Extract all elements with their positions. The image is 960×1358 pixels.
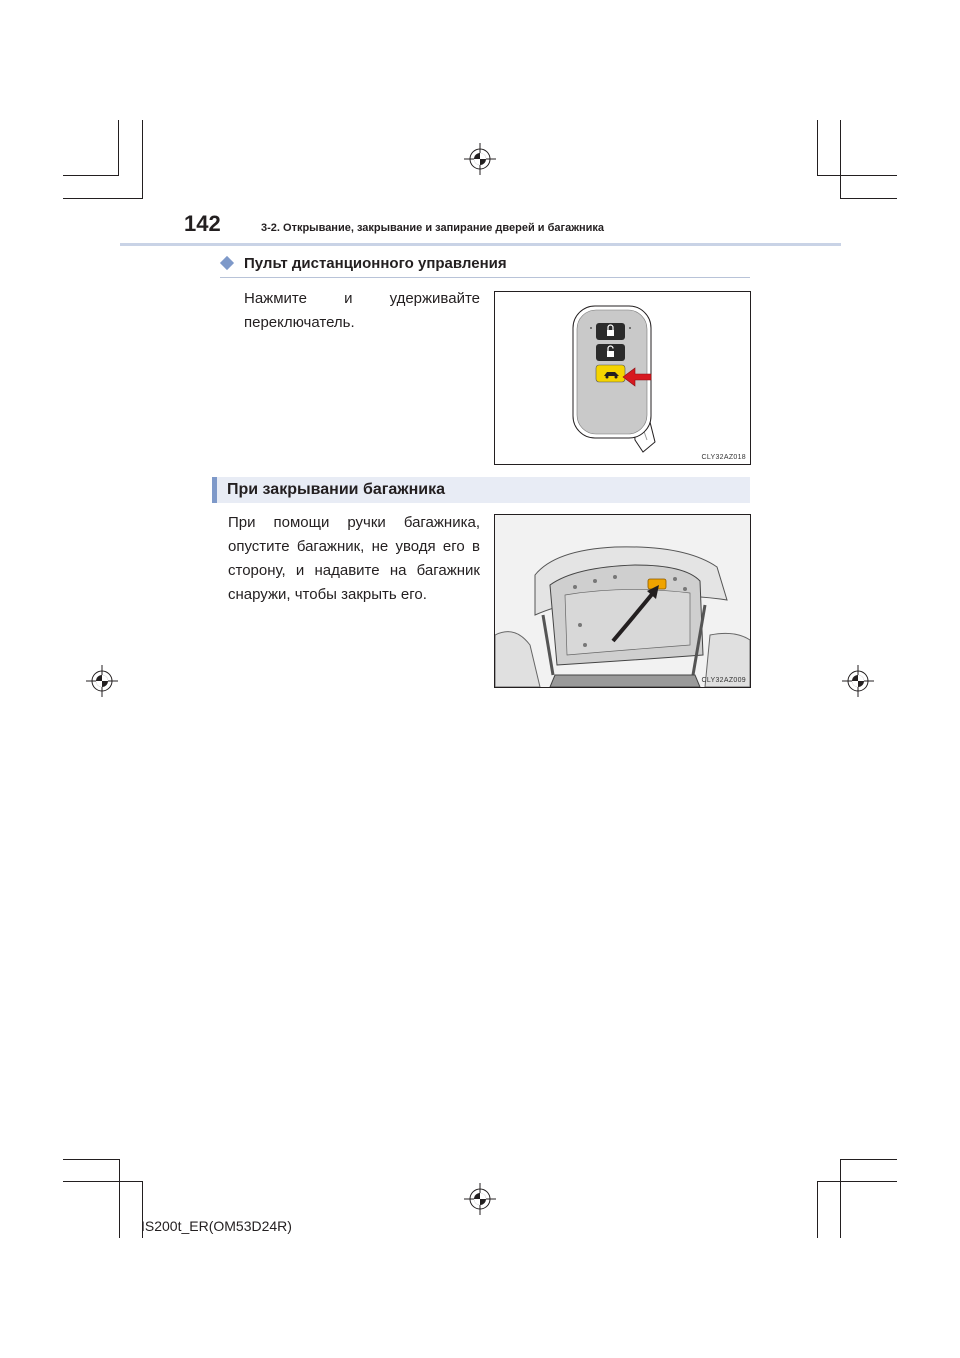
crop-mark: [840, 120, 841, 198]
trunk-illustration: [495, 515, 750, 687]
registration-mark-icon: [86, 665, 118, 697]
header-rule: [120, 243, 841, 246]
registration-mark-icon: [464, 143, 496, 175]
section-heading: [212, 477, 750, 503]
running-header: 3-2. Открывание, закрывание и запирание дверей и багажника: [261, 222, 605, 234]
smart-key-illustration: [495, 292, 750, 464]
crop-mark: [63, 1181, 143, 1182]
instruction-text: При помощи ручки багажника, опустите багажник, не уводя его в сторону, и надавите на багажник снаружи, чтобы закрыть его.: [228, 514, 480, 603]
figure-code: CLY32AZ009: [701, 677, 746, 684]
crop-mark: [119, 1159, 120, 1238]
registration-mark-icon: [464, 1183, 496, 1215]
crop-mark: [63, 1159, 120, 1160]
trunk-figure: [494, 514, 751, 688]
crop-mark: [142, 120, 143, 198]
crop-mark: [840, 1159, 841, 1238]
page-number: 142: [184, 211, 221, 236]
instruction-text: Нажмите и удерживайте переключатель.: [244, 290, 480, 331]
subsection-heading: [220, 255, 750, 278]
diamond-bullet-icon: [220, 256, 234, 270]
crop-mark: [817, 120, 818, 175]
crop-mark: [817, 1181, 818, 1238]
crop-mark: [63, 198, 143, 199]
remote-key-figure: [494, 291, 751, 465]
crop-mark: [840, 198, 897, 199]
section-title: При закрывании багажника: [227, 481, 446, 498]
crop-mark: [840, 1159, 897, 1160]
crop-mark: [817, 175, 897, 176]
crop-mark: [118, 120, 119, 175]
figure-code: CLY32AZ018: [701, 454, 746, 461]
subsection-title: Пульт дистанционного управления: [244, 255, 507, 272]
model-code: IS200t_ER(OM53D24R): [141, 1218, 292, 1234]
registration-mark-icon: [842, 665, 874, 697]
crop-mark: [63, 175, 119, 176]
crop-mark: [817, 1181, 897, 1182]
